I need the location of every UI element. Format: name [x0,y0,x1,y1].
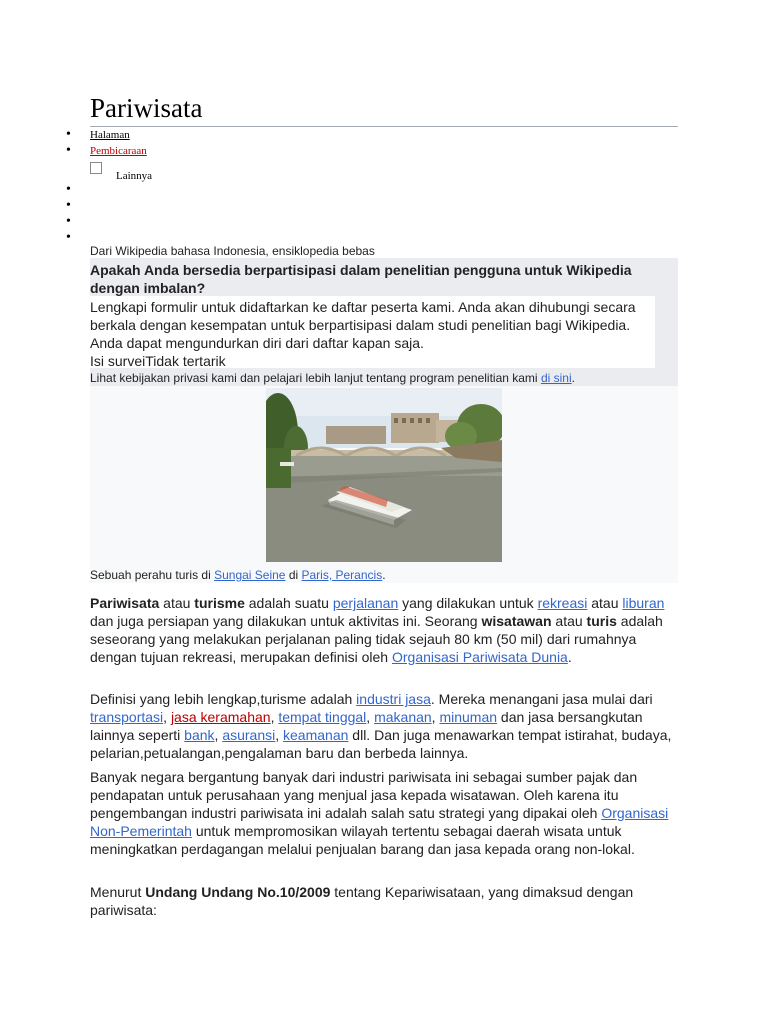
link-liburan[interactable]: liburan [622,595,665,611]
text: . Mereka menangani jasa mulai dari [430,691,653,707]
text: yang dilakukan untuk [398,595,538,611]
survey-description: Lengkapi formulir untuk didaftarkan ke daftar peserta kami. Anda akan dihubungi secara berkala dengan kesempatan untuk berpartisipasi dalam studi penelitian bagi Wikipedia. Anda dapat mengundurkan diri dari daftar kapan saja. [90,299,636,351]
link-asuransi[interactable]: asuransi [222,727,276,743]
text: tentang Kepariwisataan, yang dimaksud dengan pariwisata: [90,884,634,918]
fill-survey-button[interactable]: Isi survei [90,353,146,369]
not-interested-button[interactable]: Tidak tertarik [145,353,226,369]
figure-caption [90,568,386,582]
more-checkbox[interactable] [90,162,102,174]
survey-banner [90,258,678,386]
figure [90,386,678,583]
link-sungai-seine[interactable]: Sungai Seine [214,568,286,582]
text: , [163,709,171,725]
link-tempat-tinggal[interactable]: tempat tinggal [278,709,367,725]
tab-pembicaraan[interactable]: Pembicaraan [90,145,147,157]
nav-list [66,127,147,159]
link-rekreasi[interactable]: rekreasi [537,595,588,611]
link-minuman[interactable]: minuman [439,709,498,725]
text: dan jasa bersangkutan lainnya seperti [90,709,643,743]
text: dll. Dan juga menawarkan tempat istirahat, budaya, pelarian,petualangan,pengalaman baru dan berbeda lainnya. [90,727,672,761]
link-makanan[interactable]: makanan [374,709,432,725]
text: , [214,727,223,743]
empty-bullet [66,230,90,246]
survey-footer-end: . [571,371,575,385]
text: Banyak negara bergantung banyak dari industri pariwisata ini sebagai sumber pajak dan pendapatan untuk perusahaan yang menjual jasa kepada wisatawan. Oleh karena itu pengembangan industri pariwisata ini adalah salah satu strategi yang dipakai oleh [90,769,638,821]
text: Definisi yang lebih lengkap,turisme adalah [90,691,357,707]
link-bank[interactable]: bank [184,727,215,743]
nav-item-pembicaraan [66,143,147,159]
more-label: Lainnya [116,170,153,182]
bold-term: Undang Undang No.10/2009 [145,884,331,900]
empty-bullet [66,198,90,214]
site-tagline: Dari Wikipedia bahasa Indonesia, ensiklopedia bebas [90,244,375,258]
text: , [275,727,284,743]
caption-text: Sebuah perahu turis di [90,568,215,582]
link-organisasi-non-pemerintah[interactable]: Organisasi Non-Pemerintah [90,805,669,839]
bold-term: Pariwisata [90,595,160,611]
caption-text: di [285,568,302,582]
bold-term: turisme [194,595,245,611]
paragraph-2 [90,690,678,762]
text: atau [587,595,623,611]
link-transportasi[interactable]: transportasi [90,709,164,725]
link-jasa-keramahan[interactable]: jasa keramahan [170,709,271,725]
text: untuk mempromosikan wilayah tertentu sebagai daerah wisata untuk meningkatkan perdagangan melalui penjualan barang dan jasa kepada orang non-lokal. [90,823,635,857]
text: Menurut [90,884,146,900]
empty-bullet [66,214,90,230]
empty-bullet-list [66,182,90,246]
paragraph-4 [90,883,678,919]
text: dan juga persiapan yang dilakukan untuk aktivitas ini. Seorang [90,613,482,629]
text: , [366,709,375,725]
survey-title: Apakah Anda bersedia berpartisipasi dalam penelitian pengguna untuk Wikipedia dengan imbalan? [90,262,632,296]
seine-boat-photo [266,388,502,562]
empty-bullet [66,182,90,198]
caption-text: . [382,568,386,582]
bold-term: wisatawan [481,613,552,629]
paragraph-1 [90,594,678,666]
privacy-link[interactable]: di sini [540,371,572,385]
text: , [431,709,440,725]
link-industri-jasa[interactable]: industri jasa [356,691,431,707]
survey-actions [90,353,226,369]
text: atau [551,613,587,629]
text: atau [159,595,195,611]
link-organisasi-pariwisata-dunia[interactable]: Organisasi Pariwisata Dunia [391,649,568,665]
text: adalah suatu [244,595,333,611]
more-menu[interactable] [90,162,153,182]
text: adalah seseorang yang melakukan perjalanan paling tidak sejauh 80 km (50 mil) dari rumahnya dengan tujuan rekreasi, merupakan definisi oleh [90,613,663,665]
nav-item-halaman [66,127,147,143]
link-perjalanan[interactable]: perjalanan [332,595,399,611]
text: . [567,649,572,665]
survey-footer [90,371,678,385]
paragraph-3 [90,768,678,858]
survey-footer-text: Lihat kebijakan privasi kami dan pelajari lebih lanjut tentang program penelitian kami [90,371,541,385]
link-keamanan[interactable]: keamanan [283,727,349,743]
bold-term: turis [586,613,617,629]
tab-halaman[interactable]: Halaman [90,129,130,141]
page-title: Pariwisata [90,92,678,127]
link-paris[interactable]: Paris, Perancis [301,568,383,582]
text: , [270,709,279,725]
